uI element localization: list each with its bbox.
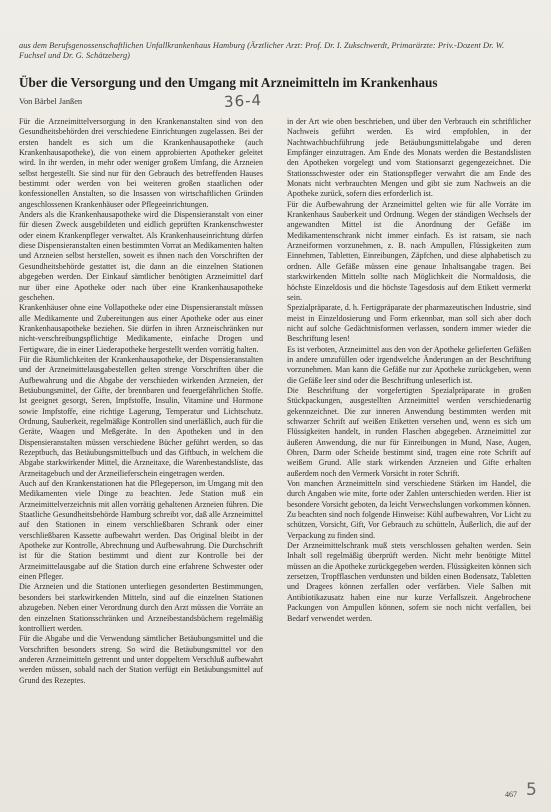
left-paragraph-4: Für die Räumlichkeiten der Krankenhausapotheke, der Dispensieranstalten und der Arzneimittelausgabestellen gelten strenge Vorschriften über die Aufbewahrung und die Abgabe der verschieden wirkenden Arzneien, der Betäubungsmittel, der Gifte, der brennbaren und feuergefährlichen Stoffe. Ist geeignet gesorgt, Seren, Impfstoffe, Insulin, Vitamine und Hormone sowie Impfstoffe, eine richtige Lagerung, Temperatur und Lichtschutz. Ordnung, Sauberkeit, regelmäßige Kontrollen sind unerläßlich, auch für die Geräte, Waagen und Meßgeräte. In den Apotheken und in den Dispensieranstalten müssen verschiedene Bücher geführt werden, so das Rezeptbuch, das Betäubungsmittelbuch und das Giftbuch, in welchem die Abgabe starkwirkender Mittel, die Arzneitaxe, die Warenbestandsliste, das Arzneitagebuch und der Arzneilieferschein eingetragen werden. [19, 354, 263, 478]
source-line: aus dem Berufsgenossenschaftlichen Unfallkrankenhaus Hamburg (Ärztlicher Arzt: Prof. Dr. I. Zukschwerdt, Primarärzte: Priv.-Dozent Dr. W. Fuchsel und Dr. G. Schätzeberg) [19, 41, 505, 60]
handwritten-note: 36-4 [223, 91, 263, 111]
article-title: Über die Versorgung und den Umgang mit Arzneimitteln im Krankenhaus [19, 75, 438, 90]
left-paragraph-1: Für die Arzneimittelversorgung in den Krankenanstalten sind von den Gesundheitsbehörden drei verschiedene Einrichtungen zugelassen. Bei der ersten handelt es sich um die Krankenhausapotheke (auch Krankenhausapotheke), die von einem approbierten Apotheker geleitet wird. In ihr werden, in mehr oder weniger großem Umfang, die Arzneien selbst hergestellt. Sie sind nur für den Gebrauch des betreffenden Hauses bestimmt oder werden von bei weiteren großen staatlichen oder konfessionellen Anstalten, so die Insassen von wirtschaftlichen Gründen angeschlossenen Krankenhäuser oder Pflegeeinrichtungen. [19, 117, 263, 209]
handwritten-page-mark: 5 [526, 780, 537, 800]
right-paragraph-8: Der Arzneimittelschrank muß stets verschlossen gehalten werden. Sein Inhalt soll regelmäßig überprüft werden. Nicht mehr benötigte Mittel müssen an die Apotheke zurückgegeben werden. Flüssigkeiten können sich zersetzen, Tropfflaschen verdunsten und bilden einen Bodensatz, Tabletten und Dragees können zerfallen oder verfärben. Viele Salben mit Antibiotikazusatz haben eine nur kurze Verfallszeit. Angebrochene Packungen von Ampullen können, sofern sie noch nicht verfallen, bei Bedarf verwendet werden. [287, 541, 531, 623]
page-number: 467 [505, 790, 517, 799]
left-column [19, 117, 263, 769]
left-paragraph-6: Die Arzneien und die Stationen unterliegen gesonderten Bestimmungen, besonders bei starkwirkenden Mitteln, sind auf die einzelnen Stationen abzugeben. Neben einer Verordnung durch den Arzt müssen die Vorräte an den einzelnen Stationsschränken und Arzneibestandsbüchern regelmäßig kontrolliert werden. [19, 582, 263, 633]
left-paragraph-7: Für die Abgabe und die Verwendung sämtlicher Betäubungsmittel und die Vorschriften besonders streng. So wird die Betäubungsmittel vor den anderen Arzneimitteln getrennt und unter doppeltem Verschluß aufbewahrt werden müssen, sobald nach der Station verfügt ein Betäubungsmittel auf Grund des Rezeptes. [19, 634, 263, 685]
left-paragraph-3: Krankenhäuser ohne eine Vollapotheke oder eine Dispensieranstalt müssen alle Medikamente und Zubereitungen aus einer Apotheke oder aus einer Krankenhausapotheke beziehen. Sie dürfen in ihren Arzneischränken nur nicht-verschreibungspflichtige Medikamente, einfache Drogen und Fertigware, die in einer Liederapotheke hergestellt werden vorrätig halten. [19, 303, 263, 354]
right-column [287, 117, 531, 769]
right-paragraph-1: in der Art wie oben beschrieben, und über den Verbrauch ein schriftlicher Nachweis geführt werden. Es wird empfohlen, in der Nachtwachbuchführung jede Betäubungsmittelabgabe und deren Empfänger einzutragen. Am Ende des Monats werden die Bestandslisten den Apotheken vorgelegt und vom Stationsarzt gegengezeichnet. Die Stationsschwester oder ein Stationspfleger verwahrt die am Ende des Monats nicht verbrauchten Mengen und gibt sie zum Nachweis an die Apotheke zurück, sofern dies erforderlich ist. [287, 117, 531, 199]
left-paragraph-2: Anders als die Krankenhausapotheke wird die Dispensieranstalt von einer für diesen Zweck ausgebildeten und eidlich geprüften Krankenschwester oder einem Krankenpfleger verwaltet. Als Krankenhauseinrichtung dürfen diese Dispensieranstalten einen bestimmten Vorrat an Medikamenten halten und Arzneien selbst herstellen, soweit es ihnen nach den Vorschriften der Gesundheitsbehörde gestattet ist, die dann an die einzelnen Stationen abgegeben werden. Der Einkauf sämtlicher benötigten Arzneimittel darf nur über eine Apotheke oder nach über eine Krankenhausapotheke geschehen. [19, 210, 263, 302]
right-paragraph-5: Die Beschriftung der vorgefertigten Spezialpräparate in großen Stückpackungen, ausgestellten Arzneimittel werden verschiedenartig gekennzeichnet. Die zur inneren Anwendung bestimmten werden mit schwarzer Schrift auf weißen Etiketten versehen und, wenn es sich um Flüssigkeiten handelt, in runden Flaschen abgegeben. Arzneimittel zur äußeren Anwendung, die nur für Einreibungen in Mund, Nase, Augen, Ohren, Darm oder Scheide bestimmt sind, tragen eine rote Schrift auf weißem Grund. Alle stark wirkenden Arzneien und Gifte erhalten außerdem noch den Vermerk Vorsicht in roter Schrift. [287, 385, 531, 478]
left-paragraph-5: Auch auf den Krankenstationen hat die Pflegeperson, im Umgang mit den Medikamenten viele Dinge zu beachten. Jede Station muß ein Arzneimittelverzeichnis mit allen vorrätig gehaltenen Arzneien führen. Die Staatliche Gesundheitsbehörde Hamburg schreibt vor, daß alle Arzneimittel auf den Stationen in einem verschließbaren Schrank oder einer verschließbaren Kassette aufbewahrt werden. Das Original bleibt in der Apotheke zur Kontrolle, Abrechnung und Aufbewahrung. Die Durchschrift ist für die Station bestimmt und dient zur Kontrolle bei der Arzneimittelausgabe auf die Station durch eine erfahrene Schwester oder einen Pfleger. [19, 479, 263, 582]
right-paragraph-7: Zu beachten sind noch folgende Hinweise: Kühl aufbewahren, Vor Licht zu schützen, Vorsicht, Gift, Vor Gebrauch zu schütteln, Äußerlich, die auf der Verpackung zu finden sind. [287, 510, 531, 540]
right-paragraph-3: Spezialpräparate, d. h. Fertigpräparate der pharmazeutischen Industrie, sind meist in Einzeldosierung und Form erkennbar, man soll sich aber doch nicht auf solche Gedächtnisformen verlassen, sondern immer wieder die Beschriftung lesen! [287, 303, 531, 344]
right-paragraph-2: Für die Aufbewahrung der Arzneimittel gelten wie für alle Vorräte im Krankenhaus Sauberkeit und Ordnung. Wegen der ständigen Wechsels der angewandten Mittel ist die Anordnung der Gefäße im Medikamentenschrank nicht immer einfach. Es ist ratsam, sie nach Arzneiformen vorzunehmen, z. B. nach Ampullen, Flüssigkeiten zum Einnehmen, Tabletten, Einreibungen, Zäpfchen, und diese alphabetisch zu ordnen. Alle Gefäße müssen eine genaue Inhaltsangabe tragen. Bei starkwirkenden Mitteln sollte nach Möglichkeit die Normaldosis, die höchste Einzeldosis und die höchste Tagesdosis auf dem Etikett vermerkt sein. [287, 199, 531, 302]
author-byline: Von Bärbel Janßen [19, 97, 83, 106]
right-paragraph-4: Es ist verboten, Arzneimittel aus den von der Apotheke gelieferten Gefäßen in andere umzufüllen oder irgendwelche Änderungen an der Beschriftung vorzunehmen. Man kann die Gefäße nur zur Apotheke zurückgeben, wenn die Gefäße leer sind oder die Beschriftung unleserlich ist. [287, 344, 531, 385]
right-paragraph-6: Von manchen Arzneimitteln sind verschiedene Stärken im Handel, die durch Angaben wie mite, forte oder Zahlen unterschieden werden. Hier ist besondere Vorsicht geboten, da leicht Verwechslungen vorkommen können. [287, 479, 531, 509]
